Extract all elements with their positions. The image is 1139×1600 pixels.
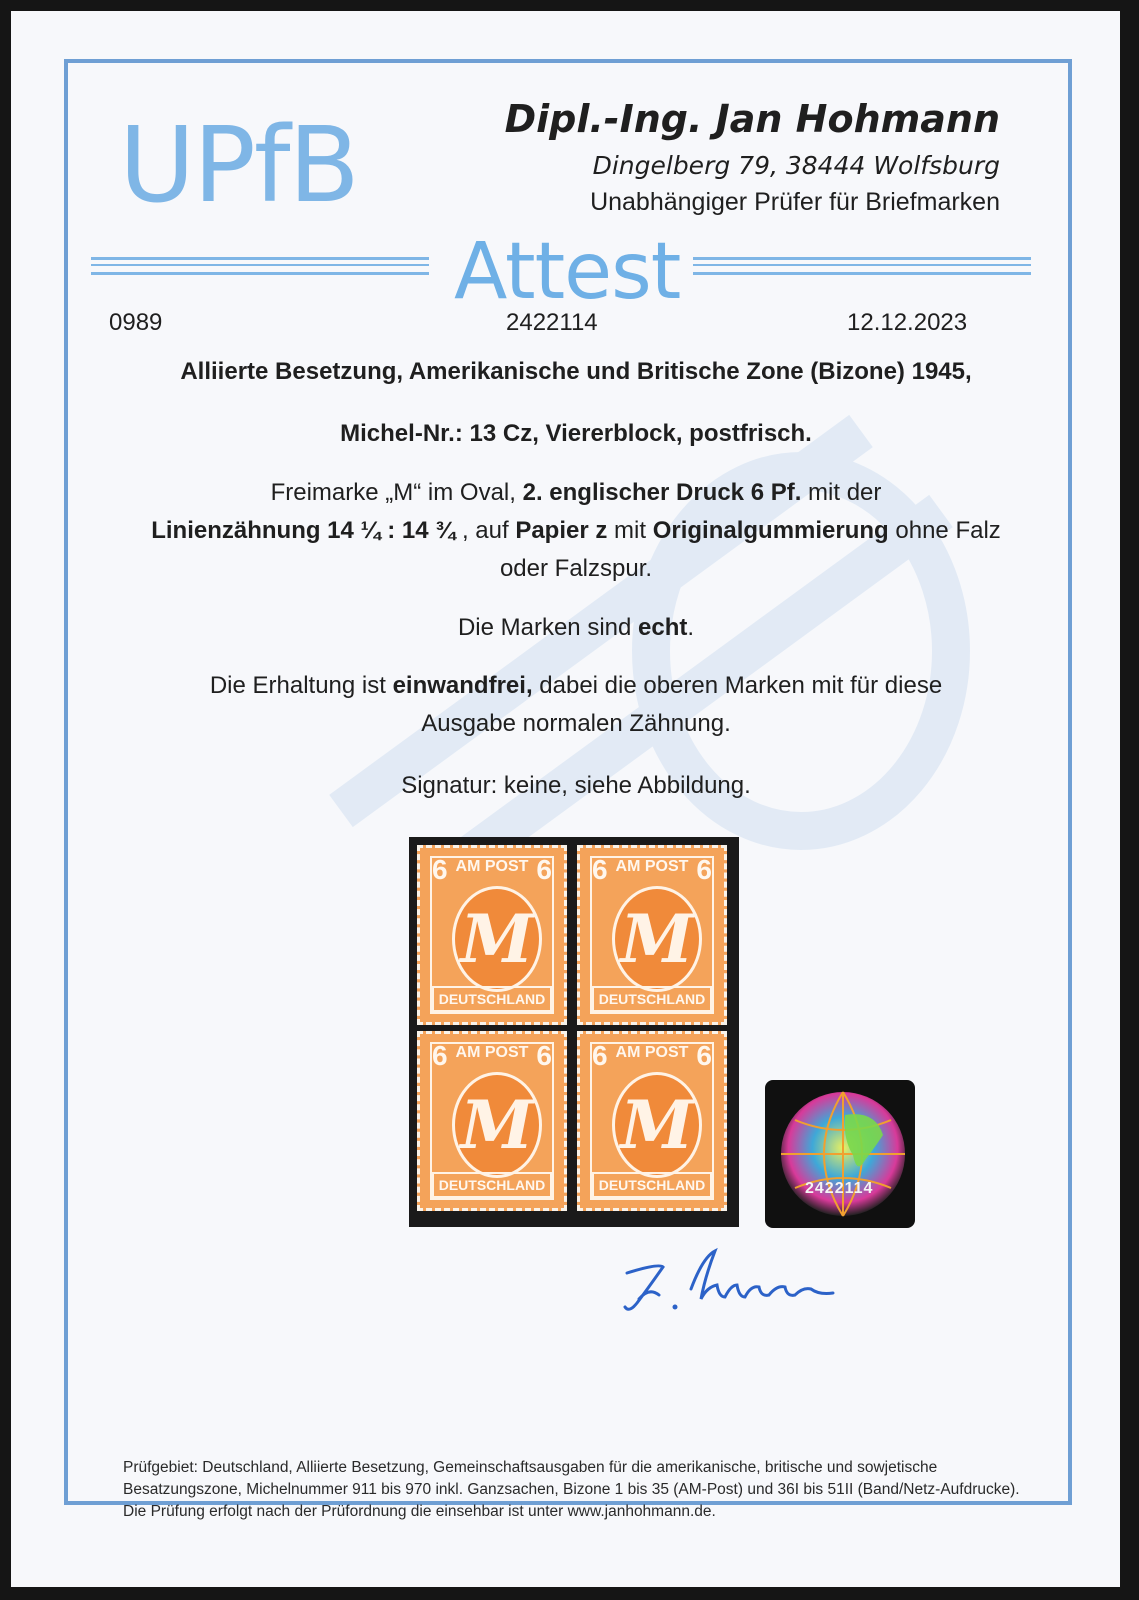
stamp (417, 1031, 567, 1211)
desc-bold: Linienzähnung 14 ¼ : 14 ¾ (151, 517, 456, 544)
desc-bold: Papier z (515, 517, 608, 544)
issuer-role: Unabhängiger Prüfer für Briefmarken (590, 188, 1000, 216)
stamp-letter: M (460, 900, 534, 978)
genuine-text: Die Marken sind (457, 614, 639, 641)
stamp-value: 6 (696, 854, 712, 885)
stamp-top-text: AM POST (455, 858, 529, 875)
stamp-value: 6 (592, 1040, 608, 1071)
condition-text: Die Erhaltung ist (209, 672, 393, 699)
stamp-bottom-text: DEUTSCHLAND (432, 1172, 552, 1198)
signature-note: Signatur: keine, siehe Abbildung. (401, 772, 751, 799)
footer-text: Prüfgebiet: Deutschland, Alliierte Besetzung, Gemeinschaftsausgaben für die amerikanische, britische und sowjetische Besatzungszone, Michelnummer 911 bis 970 inkl. Ganzsachen, Bizone 1 bis 35 (AM-Post) und 36I bis 51II (Band/Netz-Aufdrucke). Die Prüfung erfolgt nach der Prüfordnung die einsehbar ist unter www.janhohmann.de. (123, 1459, 1020, 1520)
heading-issue: Alliierte Besetzung, Amerikanische und Britische Zone (Bizone) 1945, (180, 358, 972, 385)
stamp (577, 845, 727, 1025)
issuer-address: Dingelberg 79, 38444 Wolfsburg (592, 151, 1000, 180)
stamp-value: 6 (536, 854, 552, 885)
stamp-bottom-text: DEUTSCHLAND (592, 986, 712, 1012)
hologram-number: 2422114 (805, 1180, 874, 1197)
title-rule-right (693, 257, 1031, 275)
stamp-letter: M (620, 1086, 694, 1164)
stamp-value: 6 (536, 1040, 552, 1071)
title-rule-left (91, 257, 429, 275)
desc-text: ohne Falz (888, 517, 1001, 544)
condition-statement (81, 667, 1071, 743)
handwritten-signature (619, 1237, 859, 1337)
stamp (577, 1031, 727, 1211)
desc-text: , auf (455, 517, 516, 544)
stamp-bottom-text: DEUTSCHLAND (432, 986, 552, 1012)
desc-text: mit der (801, 479, 882, 506)
genuine-bold: echt (638, 614, 688, 641)
stamp-value: 6 (432, 1040, 448, 1071)
stamp-letter: M (460, 1086, 534, 1164)
issuer-block (505, 97, 1000, 217)
desc-text: Freimarke „M“ im Oval, (270, 479, 523, 506)
certificate-number: 0989 (109, 309, 163, 336)
desc-text: oder Falzspur. (499, 555, 653, 582)
condition-text: Ausgabe normalen Zähnung. (421, 710, 731, 737)
desc-bold: Originalgummierung (652, 517, 889, 544)
heading-catalog: Michel-Nr.: 13 Cz, Viererblock, postfrisch. (340, 420, 812, 447)
stamp-letter: M (620, 900, 694, 978)
genuine-statement (81, 609, 1071, 647)
stamp (417, 845, 567, 1025)
stamp-top-text: AM POST (615, 1044, 689, 1061)
stamp-value: 6 (592, 854, 608, 885)
upfb-logo: UPfB (119, 104, 358, 226)
stamp-value: 6 (432, 854, 448, 885)
desc-bold: 2. englischer Druck 6 Pf. (522, 479, 802, 506)
description-paragraph (81, 474, 1071, 588)
stamp-value: 6 (696, 1040, 712, 1071)
issuer-name: Dipl.-Ing. Jan Hohmann (504, 97, 1000, 141)
condition-text: dabei die oberen Marken mit für diese (532, 672, 943, 699)
globe-icon (765, 1080, 915, 1228)
stamp-top-text: AM POST (455, 1044, 529, 1061)
stamp-top-text: AM POST (615, 858, 689, 875)
stamp-block-image (409, 837, 739, 1227)
stamp-bottom-text: DEUTSCHLAND (592, 1172, 712, 1198)
reference-number: 2422114 (506, 309, 598, 336)
certificate-sheet (11, 11, 1120, 1587)
certificate-date: 12.12.2023 (847, 309, 968, 336)
desc-text: mit (607, 517, 653, 544)
hologram-seal (765, 1080, 915, 1228)
condition-bold: einwandfrei, (392, 672, 533, 699)
attest-title: Attest (454, 227, 681, 317)
genuine-text: . (687, 614, 695, 641)
